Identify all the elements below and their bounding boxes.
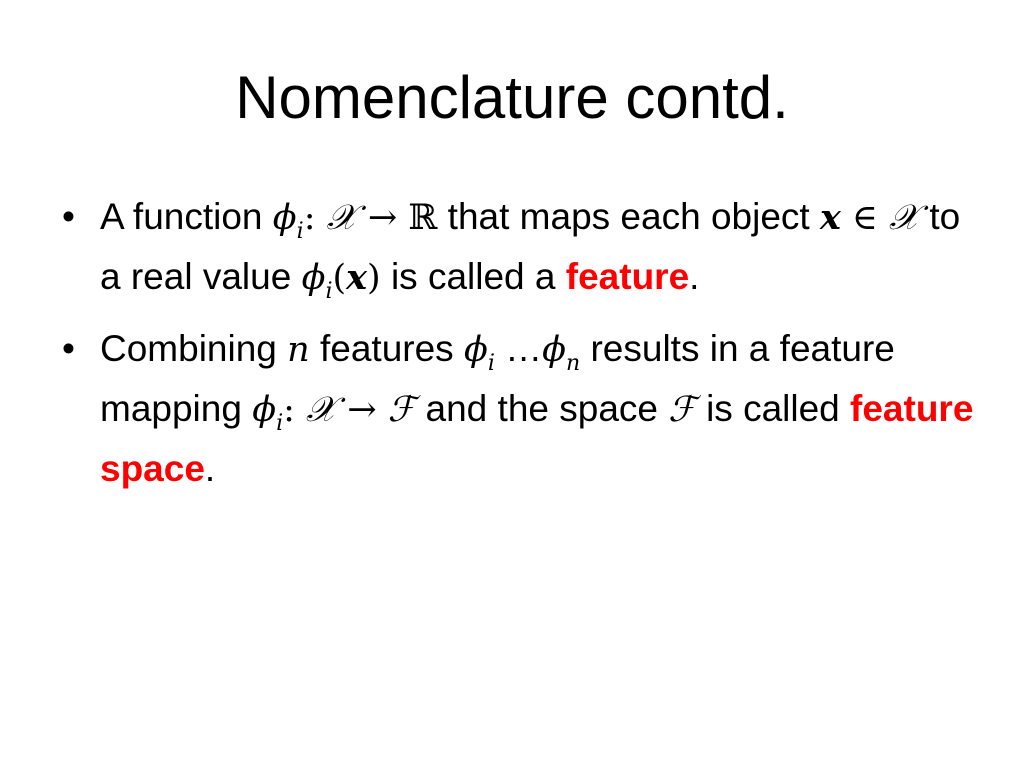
- math-arrow: →: [336, 390, 388, 430]
- text: features: [309, 328, 464, 369]
- text: to a real value: [100, 196, 961, 297]
- highlight-term: feature: [565, 256, 690, 297]
- math-subscript: n: [566, 351, 581, 376]
- math-paren: ): [367, 258, 381, 298]
- math-script-f: ℱ: [668, 390, 696, 430]
- math-subscript: i: [276, 411, 284, 436]
- slide-title: Nomenclature contd.: [235, 64, 789, 131]
- math-subscript: i: [296, 219, 304, 244]
- text: and the space: [415, 388, 669, 429]
- bullet-list: [58, 190, 978, 508]
- math-reals: ℝ: [408, 198, 438, 238]
- text: A function: [100, 196, 273, 237]
- math-script-x: 𝒳: [306, 390, 337, 430]
- bullet-feature-definition: [58, 190, 978, 310]
- text: .: [689, 256, 700, 297]
- math-script-f: ℱ: [387, 390, 416, 430]
- math-element-of: ∈: [840, 198, 890, 238]
- math-phi: ϕ: [272, 198, 297, 238]
- math-script-x: 𝒳: [889, 198, 920, 238]
- math-subscript: i: [325, 279, 333, 304]
- text: is called: [695, 388, 851, 429]
- math-arrow: →: [356, 198, 409, 238]
- math-phi: ϕ: [542, 330, 567, 370]
- text: results in a feature mapping: [100, 328, 895, 429]
- bullet-feature-space: [58, 322, 978, 496]
- math-colon: :: [283, 390, 307, 430]
- math-script-x: 𝒳: [326, 198, 357, 238]
- bullet-marker: •: [62, 328, 75, 369]
- math-bold-x: x: [819, 197, 841, 238]
- text: Combining: [100, 328, 288, 369]
- math-n: n: [287, 330, 310, 370]
- math-phi: ϕ: [301, 258, 326, 298]
- math-colon: :: [303, 198, 327, 238]
- math-bold-x: x: [346, 257, 368, 298]
- math-phi: ϕ: [463, 330, 488, 370]
- math-paren: (: [332, 258, 347, 298]
- text: that maps each object: [437, 196, 820, 237]
- math-subscript: i: [487, 351, 495, 376]
- highlight-term: feature space: [100, 388, 974, 489]
- text: …: [494, 328, 543, 369]
- text: .: [204, 448, 216, 489]
- bullet-marker: •: [62, 196, 75, 237]
- text: is called a: [380, 256, 566, 297]
- math-phi: ϕ: [252, 390, 277, 430]
